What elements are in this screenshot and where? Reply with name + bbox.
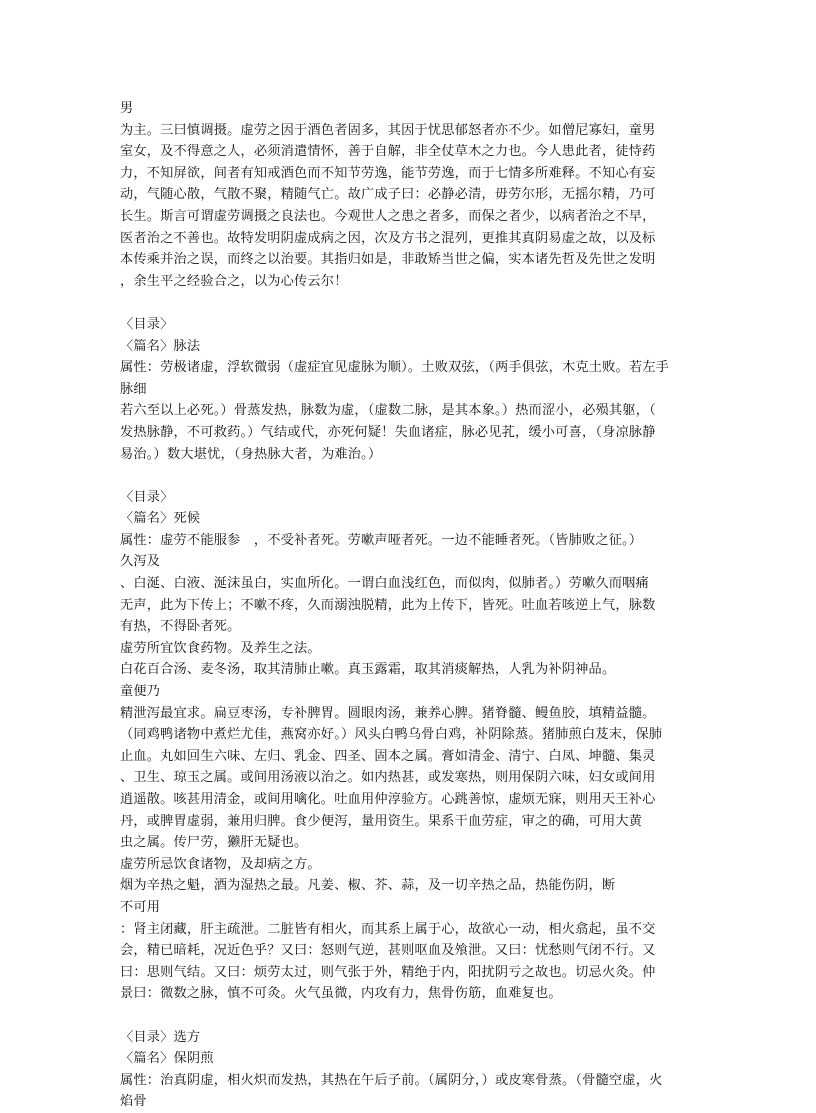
text-line: 〈目录〉 [120,489,174,505]
text-line: 〈篇名〉死候 [120,511,201,527]
text-line: 为主。三曰慎调摄。虚劳之因于酒色者固多，其因于忧思郁怒者亦不少。如僧尼寡妇，童男 [120,122,656,138]
text-line: ，余生平之经验合之，以为心传云尔！ [120,273,348,289]
text-line: 、白涎、白液、涎沫虽白，实血所化。一谓白血浅红色，而似肉，似肺者。）劳嗽久而咽痛 [120,576,649,592]
text-line: 童便乃 [120,684,161,700]
document-page [120,98,700,1113]
text-line: 有热，不得卧者死。 [120,619,241,635]
text-line: 景曰：微数之脉，慎不可灸。火气虽微，内攻有力，焦骨伤筋，血难复也。 [120,986,562,1002]
text-line: 医者治之不善也。故特发明阴虚成病之因，次及方书之混列，更推其真阴易虚之故，以及标 [120,230,656,246]
text-line: 属性：劳极诸虚，浮软微弱（虚症宜见虚脉为顺）。土败双弦，（两手俱弦，木克土败。若左手 [120,360,670,376]
paragraph-gap [120,1005,700,1027]
text-line: 、卫生、琼玉之属。或间用汤液以治之。如内热甚，或发寒热，则用保阴六味，妇女或间用 [120,770,656,786]
text-line: 曰：思则气结。又曰：烦劳太过，则气张于外，精绝于内，阳扰阴亏之故也。切忌火灸。仲 [120,964,656,980]
text-line: 虚劳所宜饮食药物。及养生之法。 [120,640,321,656]
text-line: 动，气随心散，气散不聚，精随气亡。故广成子曰：必静必清，毋劳尔形，无摇尔精，乃可 [120,187,656,203]
text-line: 男 [120,101,134,116]
text-line: 焰骨 [120,1094,147,1110]
text-line: 烟为辛热之魁，酒为湿热之最。凡姜、椒、芥、蒜，及一切辛热之品，热能伤阴，断 [120,878,616,894]
paragraph-gap [120,465,700,487]
text-line: 虫之属。传尸劳，獭肝无疑也。 [120,835,308,851]
text-line: 精泄泻最宜求。扁豆枣汤，专补脾胃。圆眼肉汤，兼养心脾。猪脊髓、鳗鱼胶，填精益髓。 [120,705,656,721]
text-line: 虚劳所忌饮食诸物，及却病之方。 [120,856,321,872]
text-line: 无声，此为下传上；不嗽不疼，久而溺浊脱精，此为上传下，皆死。吐血若咳逆上气，脉数 [120,597,656,613]
text-line: 〈篇名〉脉法 [120,338,201,354]
text-line: 〈篇名〉保阴煎 [120,1051,214,1067]
text-line: 止血。丸如回生六味、左归、乳金、四圣、固本之属。膏如清金、清宁、白凤、坤髓、集灵 [120,748,656,764]
text-line: 白花百合汤、麦冬汤，取其清肺止嗽。真玉露霜，取其消痰解热，人乳为补阴神品。 [120,662,616,678]
text-line: 长生。斯言可谓虚劳调摄之良法也。今观世人之患之者多，而保之者少，以病者治之不早， [120,208,656,224]
text-line: 属性：虚劳不能服参 ，不受补者死。劳嗽声哑者死。一边不能睡者死。（皆肺败之征。） [120,532,643,548]
text-line: 会，精已暗耗，况近色乎？又曰：怒则气逆，甚则呕血及飧泄。又曰：忧愁则气闭不行。又 [120,943,656,959]
text-line: 力，不知屏欲，间者有知戒酒色而不知节劳逸，能节劳逸，而于七情多所难释。不知心有妄 [120,165,656,181]
text-line: 易治。）数大堪忧，（身热脉大者，为难治。） [120,446,382,462]
text-line: 〈目录〉选方 [120,1029,201,1045]
text-line: 久泻及 [120,554,161,570]
text-line: 发热脉静，不可救药。）气结或代，亦死何疑！失血诸症，脉必见芤，缓小可喜，（身凉脉静 [120,424,656,440]
text-line: （同鸡鸭诸物中煮烂尤佳，燕窝亦好。）风头白鸭乌骨白鸡，补阴除蒸。猪肺煎白芨末，保肺 [120,727,663,743]
text-line: 丹，或脾胃虚弱，兼用归脾。食少便泻，量用资生。果系干血劳症，审之的确，可用大黄 [120,813,643,829]
text-line: 室女，及不得意之人，必须消遣情怀，善于自解，非全仗草木之力也。今人患此者，徒恃药 [120,144,656,160]
text-line: 〈目录〉 [120,316,174,332]
text-line: 逍遥散。咳甚用清金，或间用噙化。吐血用仲淳验方。心跳善惊，虚烦无寐，则用天王补心 [120,792,656,807]
text-line: ：肾主闭藏，肝主疏泄。二脏皆有相火，而其系上属于心，故欲心一动，相火翕起，虽不交 [120,921,656,937]
text-line: 属性：治真阴虚，相火炽而发热，其热在午后子前。（属阴分，）或皮寒骨蒸。（骨髓空虚，火 [120,1072,663,1088]
text-line: 不可用 [120,899,161,915]
text-line: 本传乘并治之误，而终之以治要。其指归如是，非敢矫当世之偏，实本诸先哲及先世之发明 [120,252,656,268]
text-line: 若六至以上必死。）骨蒸发热，脉数为虚，（虚数二脉，是其本象。）热而涩小，必殒其躯，（ [120,403,656,419]
paragraph-gap [120,292,700,314]
text-line: 脉细 [120,381,147,397]
